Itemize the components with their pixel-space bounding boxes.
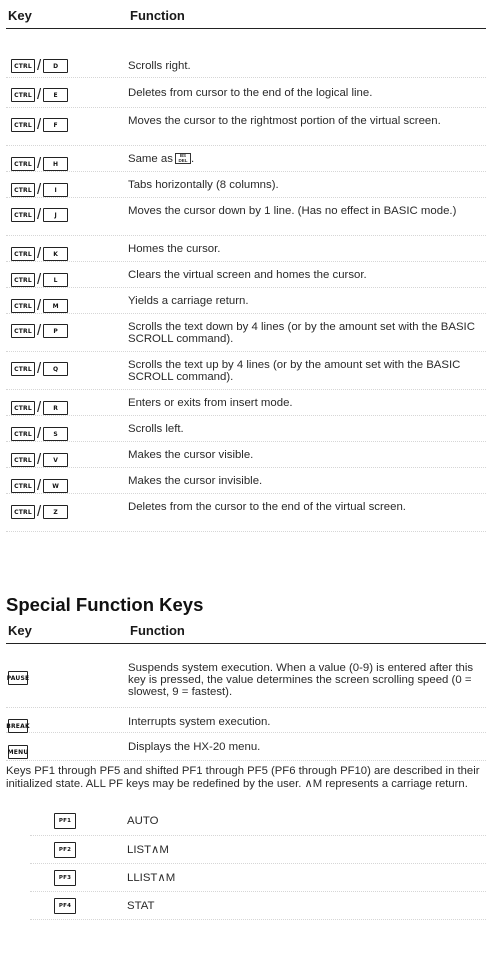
function-column-header: Function — [130, 623, 185, 638]
key-combo — [11, 273, 68, 287]
pf-keys-note: Keys PF1 through PF5 and shifted PF1 through PF5 (PF6 through PF10) are described in their initialized state. ALL PF keys may be redefined by the user. ∧M represents a carriage return. — [6, 765, 480, 790]
letter-keycap: D — [43, 59, 68, 73]
table-row — [6, 79, 486, 108]
key-combo — [11, 157, 68, 171]
key-combo — [11, 362, 68, 376]
letter-keycap: S — [43, 427, 68, 441]
letter-keycap: P — [43, 324, 68, 338]
ctrl-keycap: CTRL — [11, 453, 35, 467]
table-row — [6, 351, 486, 390]
letter-keycap: W — [43, 479, 68, 493]
key-combo — [8, 745, 28, 759]
ctrl-keycap: CTRL — [11, 299, 35, 313]
letter-keycap: K — [43, 247, 68, 261]
ctrl-keycap: CTRL — [11, 183, 35, 197]
function-description: Yields a carriage return. — [128, 295, 249, 307]
pf3-keycap: PF3 — [54, 870, 76, 886]
key-combo — [11, 247, 68, 261]
letter-keycap: Z — [43, 505, 68, 519]
key-combo — [11, 427, 68, 441]
key-separator: / — [37, 297, 42, 314]
menu-keycap: MENU — [8, 745, 28, 759]
ctrl-keycap: CTRL — [11, 88, 35, 102]
key-combo — [11, 59, 68, 73]
ctrl-table-header — [6, 6, 486, 29]
ctrl-keycap: CTRL — [11, 59, 35, 73]
ctrl-keycap: CTRL — [11, 208, 35, 222]
letter-keycap: J — [43, 208, 68, 222]
key-combo — [11, 401, 68, 415]
table-row — [6, 287, 486, 314]
function-description: AUTO — [127, 815, 159, 827]
letter-keycap: R — [43, 401, 68, 415]
key-separator: / — [37, 425, 42, 442]
function-description: Clears the virtual screen and homes the cursor. — [128, 269, 367, 281]
pf2-keycap: PF2 — [54, 842, 76, 858]
ctrl-keycap: CTRL — [11, 324, 35, 338]
key-combo — [8, 719, 28, 733]
table-row — [30, 807, 486, 836]
key-combo — [11, 88, 68, 102]
function-description: Moves the cursor to the rightmost portion of the virtual screen. — [128, 115, 441, 127]
table-row — [30, 863, 486, 892]
function-description: Deletes from the cursor to the end of the virtual screen. — [128, 501, 406, 513]
key-combo — [8, 671, 28, 685]
table-row — [6, 261, 486, 288]
table-row — [6, 235, 486, 262]
key-separator: / — [37, 451, 42, 468]
key-column-header: Key — [8, 623, 32, 638]
pause-keycap: PAUSE — [8, 671, 28, 685]
pf4-keycap: PF4 — [54, 898, 76, 914]
key-separator: / — [37, 271, 42, 288]
function-description: Scrolls the text down by 4 lines (or by the amount set with the BASIC SCROLL command). — [128, 321, 475, 345]
key-separator: / — [37, 245, 42, 262]
key-combo — [11, 208, 68, 222]
key-combo — [11, 453, 68, 467]
key-separator: / — [37, 181, 42, 198]
ctrl-keycap: CTRL — [11, 479, 35, 493]
key-separator: / — [37, 206, 42, 223]
key-combo — [11, 118, 68, 132]
ctrl-keycap: CTRL — [11, 247, 35, 261]
function-text: Same as — [128, 153, 173, 165]
function-description: LLIST∧M — [127, 872, 176, 884]
special-table-header — [6, 621, 486, 644]
section-title: Special Function Keys — [6, 594, 204, 615]
ctrl-keycap: CTRL — [11, 401, 35, 415]
key-combo — [11, 505, 68, 519]
function-description — [128, 153, 484, 165]
table-row — [6, 52, 486, 78]
key-separator: / — [37, 360, 42, 377]
function-description: Scrolls right. — [128, 60, 191, 72]
key-column-header: Key — [8, 8, 32, 23]
key-combo — [11, 479, 68, 493]
function-description: Interrupts system execution. — [128, 716, 271, 728]
letter-keycap: H — [43, 157, 68, 171]
keycap-top-label: BS — [179, 153, 187, 159]
key-separator: / — [37, 155, 42, 172]
letter-keycap: Q — [43, 362, 68, 376]
table-row — [6, 415, 486, 442]
table-row — [6, 732, 486, 761]
ctrl-keycap: CTRL — [11, 427, 35, 441]
function-description: Homes the cursor. — [128, 243, 221, 255]
pf1-keycap: PF1 — [54, 813, 76, 829]
ctrl-keycap: CTRL — [11, 157, 35, 171]
letter-keycap: F — [43, 118, 68, 132]
function-description: Makes the cursor invisible. — [128, 475, 263, 487]
key-combo — [11, 299, 68, 313]
key-separator: / — [37, 57, 42, 74]
key-separator: / — [37, 86, 42, 103]
function-description: Suspends system execution. When a value (0-9) is entered after this key is pressed, the value determines the screen scrolling speed (0 = slowest, 9 = fastest). — [128, 662, 474, 698]
table-row — [6, 493, 486, 532]
ctrl-keycap: CTRL — [11, 505, 35, 519]
table-row — [6, 707, 486, 733]
letter-keycap: L — [43, 273, 68, 287]
function-description: Makes the cursor visible. — [128, 449, 254, 461]
function-description: Scrolls left. — [128, 423, 184, 435]
function-description: STAT — [127, 900, 155, 912]
key-separator: / — [37, 322, 42, 339]
key-separator: / — [37, 477, 42, 494]
table-row — [6, 313, 486, 352]
key-combo — [11, 183, 68, 197]
letter-keycap: I — [43, 183, 68, 197]
table-row — [6, 145, 486, 172]
letter-keycap: M — [43, 299, 68, 313]
function-description: Tabs horizontally (8 columns). — [128, 179, 279, 191]
function-description: LIST∧M — [127, 844, 169, 856]
ctrl-keycap: CTRL — [11, 118, 35, 132]
function-description: Moves the cursor down by 1 line. (Has no effect in BASIC mode.) — [128, 205, 457, 217]
function-description: Displays the HX-20 menu. — [128, 741, 261, 753]
function-description: Enters or exits from insert mode. — [128, 397, 293, 409]
function-suffix: . — [190, 153, 195, 165]
break-keycap: BREAK — [8, 719, 28, 733]
table-row — [6, 659, 486, 708]
ctrl-keycap: CTRL — [11, 273, 35, 287]
table-row — [6, 467, 486, 494]
table-row — [6, 107, 486, 146]
function-column-header: Function — [130, 8, 185, 23]
ctrl-keycap: CTRL — [11, 362, 35, 376]
letter-keycap: V — [43, 453, 68, 467]
table-row — [6, 171, 486, 198]
keycap-bottom-label: DEL — [178, 157, 188, 163]
letter-keycap: E — [43, 88, 68, 102]
key-separator: / — [37, 503, 42, 520]
table-row — [6, 389, 486, 416]
key-separator: / — [37, 399, 42, 416]
function-description: Deletes from cursor to the end of the logical line. — [128, 87, 373, 99]
table-row — [6, 441, 486, 468]
key-separator: / — [37, 116, 42, 133]
bs-del-keycap — [175, 153, 191, 164]
table-row — [6, 197, 486, 236]
key-combo — [11, 324, 68, 338]
function-description: Scrolls the text up by 4 lines (or by the amount set with the BASIC SCROLL command). — [128, 359, 461, 383]
table-row — [30, 891, 486, 920]
table-row — [30, 835, 486, 864]
